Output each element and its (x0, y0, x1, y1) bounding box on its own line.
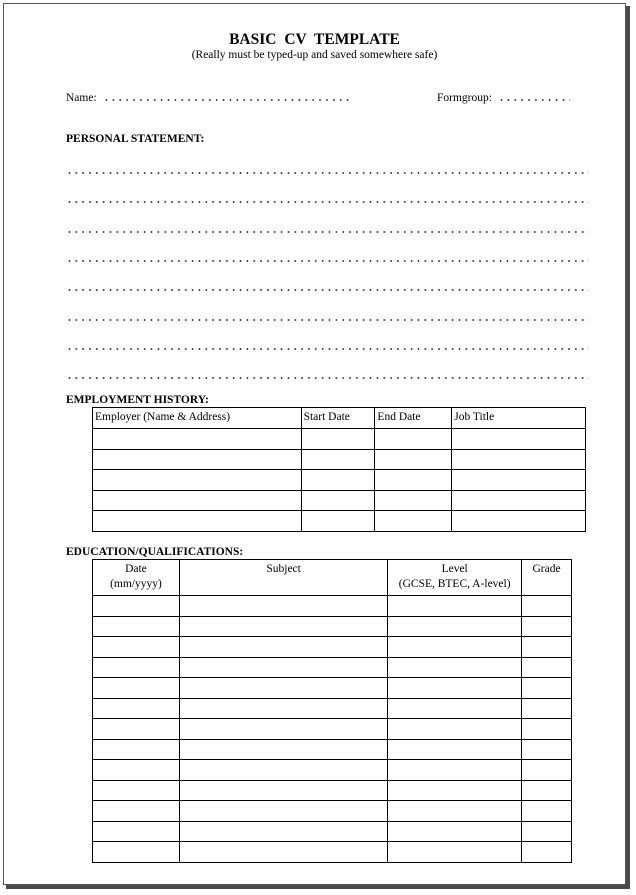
table-cell[interactable] (388, 780, 522, 801)
statement-line[interactable] (66, 260, 589, 262)
table-cell[interactable] (452, 449, 586, 470)
table-cell[interactable] (179, 616, 387, 637)
table-cell[interactable] (388, 637, 522, 658)
document-title: BASIC CV TEMPLATE (229, 31, 400, 48)
education-row (93, 821, 572, 842)
table-cell[interactable] (452, 490, 586, 511)
statement-line[interactable] (66, 319, 589, 321)
name-label: Name: (66, 92, 97, 104)
column-end-date: End Date (375, 408, 452, 429)
table-cell[interactable] (388, 760, 522, 781)
table-cell[interactable] (522, 760, 572, 781)
table-cell[interactable] (452, 429, 586, 450)
table-cell[interactable] (522, 637, 572, 658)
employment-row (93, 511, 586, 532)
table-cell[interactable] (375, 470, 452, 491)
table-cell[interactable] (375, 429, 452, 450)
table-cell[interactable] (93, 801, 180, 822)
table-cell[interactable] (388, 616, 522, 637)
table-cell[interactable] (93, 739, 180, 760)
column-job-title: Job Title (452, 408, 586, 429)
education-row (93, 637, 572, 658)
education-row (93, 780, 572, 801)
employment-table[interactable] (92, 407, 586, 532)
education-row (93, 596, 572, 617)
table-cell[interactable] (522, 719, 572, 740)
table-cell[interactable] (388, 678, 522, 699)
table-cell[interactable] (375, 449, 452, 470)
statement-line[interactable] (66, 289, 589, 291)
table-cell[interactable] (179, 801, 387, 822)
name-field[interactable] (66, 92, 351, 104)
table-cell[interactable] (388, 657, 522, 678)
education-row (93, 739, 572, 760)
table-cell[interactable] (179, 596, 387, 617)
table-cell[interactable] (388, 739, 522, 760)
table-cell[interactable] (522, 842, 572, 863)
employment-row (93, 490, 586, 511)
table-cell[interactable] (93, 760, 180, 781)
table-cell[interactable] (301, 511, 375, 532)
table-cell[interactable] (93, 449, 302, 470)
table-cell[interactable] (93, 616, 180, 637)
table-cell[interactable] (522, 739, 572, 760)
table-cell[interactable] (179, 842, 387, 863)
table-cell[interactable] (179, 760, 387, 781)
employment-history-heading: EMPLOYMENT HISTORY: (66, 394, 209, 406)
table-cell[interactable] (522, 698, 572, 719)
column-date: Date (mm/yyyy) (93, 560, 180, 596)
table-cell[interactable] (375, 511, 452, 532)
personal-statement-heading: PERSONAL STATEMENT: (66, 133, 205, 145)
table-cell[interactable] (93, 470, 302, 491)
table-cell[interactable] (179, 780, 387, 801)
table-cell[interactable] (388, 842, 522, 863)
table-cell[interactable] (301, 490, 375, 511)
employment-row (93, 429, 586, 450)
table-cell[interactable] (388, 801, 522, 822)
table-cell[interactable] (179, 821, 387, 842)
table-cell[interactable] (522, 678, 572, 699)
table-cell[interactable] (522, 780, 572, 801)
table-cell[interactable] (179, 678, 387, 699)
column-employer: Employer (Name & Address) (93, 408, 302, 429)
column-level: Level (GCSE, BTEC, A-level) (388, 560, 522, 596)
formgroup-label: Formgroup: (437, 92, 492, 104)
education-row (93, 616, 572, 637)
table-cell[interactable] (522, 616, 572, 637)
table-cell[interactable] (452, 470, 586, 491)
statement-line[interactable] (66, 348, 589, 350)
education-row (93, 760, 572, 781)
statement-line[interactable] (66, 201, 589, 203)
employment-row (93, 470, 586, 491)
education-row (93, 678, 572, 699)
education-header-row (93, 560, 572, 596)
document-subtitle: (Really must be typed-up and saved somewhere safe) (191, 49, 438, 61)
formgroup-dotted-line (498, 99, 570, 101)
table-cell[interactable] (388, 821, 522, 842)
column-start-date: Start Date (301, 408, 375, 429)
table-cell[interactable] (93, 511, 302, 532)
table-cell[interactable] (301, 470, 375, 491)
education-heading: EDUCATION/QUALIFICATIONS: (66, 546, 244, 558)
table-cell[interactable] (93, 596, 180, 617)
table-cell[interactable] (93, 719, 180, 740)
education-row (93, 698, 572, 719)
education-table[interactable] (92, 559, 572, 863)
name-dotted-line (103, 99, 351, 101)
column-grade: Grade (522, 560, 572, 596)
education-row (93, 657, 572, 678)
table-cell[interactable] (179, 637, 387, 658)
table-cell[interactable] (93, 637, 180, 658)
formgroup-field[interactable] (437, 92, 570, 104)
table-cell[interactable] (301, 429, 375, 450)
table-cell[interactable] (452, 511, 586, 532)
table-cell[interactable] (179, 698, 387, 719)
table-cell[interactable] (179, 719, 387, 740)
table-cell[interactable] (522, 657, 572, 678)
table-cell[interactable] (522, 821, 572, 842)
table-cell[interactable] (522, 596, 572, 617)
table-cell[interactable] (388, 698, 522, 719)
table-cell[interactable] (93, 698, 180, 719)
education-row (93, 842, 572, 863)
statement-line[interactable] (66, 231, 589, 233)
table-cell[interactable] (522, 801, 572, 822)
table-cell[interactable] (388, 596, 522, 617)
education-row (93, 719, 572, 740)
education-row (93, 801, 572, 822)
statement-line[interactable] (66, 377, 589, 379)
table-cell[interactable] (375, 490, 452, 511)
employment-header-row (93, 408, 586, 429)
table-cell[interactable] (388, 719, 522, 740)
table-cell[interactable] (93, 429, 302, 450)
table-cell[interactable] (93, 678, 180, 699)
column-subject: Subject (179, 560, 387, 596)
employment-row (93, 449, 586, 470)
statement-line[interactable] (66, 172, 589, 174)
document-page (3, 3, 626, 885)
table-cell[interactable] (93, 657, 180, 678)
table-cell[interactable] (93, 490, 302, 511)
table-cell[interactable] (301, 449, 375, 470)
table-cell[interactable] (179, 739, 387, 760)
table-cell[interactable] (93, 821, 180, 842)
table-cell[interactable] (179, 657, 387, 678)
table-cell[interactable] (93, 842, 180, 863)
table-cell[interactable] (93, 780, 180, 801)
